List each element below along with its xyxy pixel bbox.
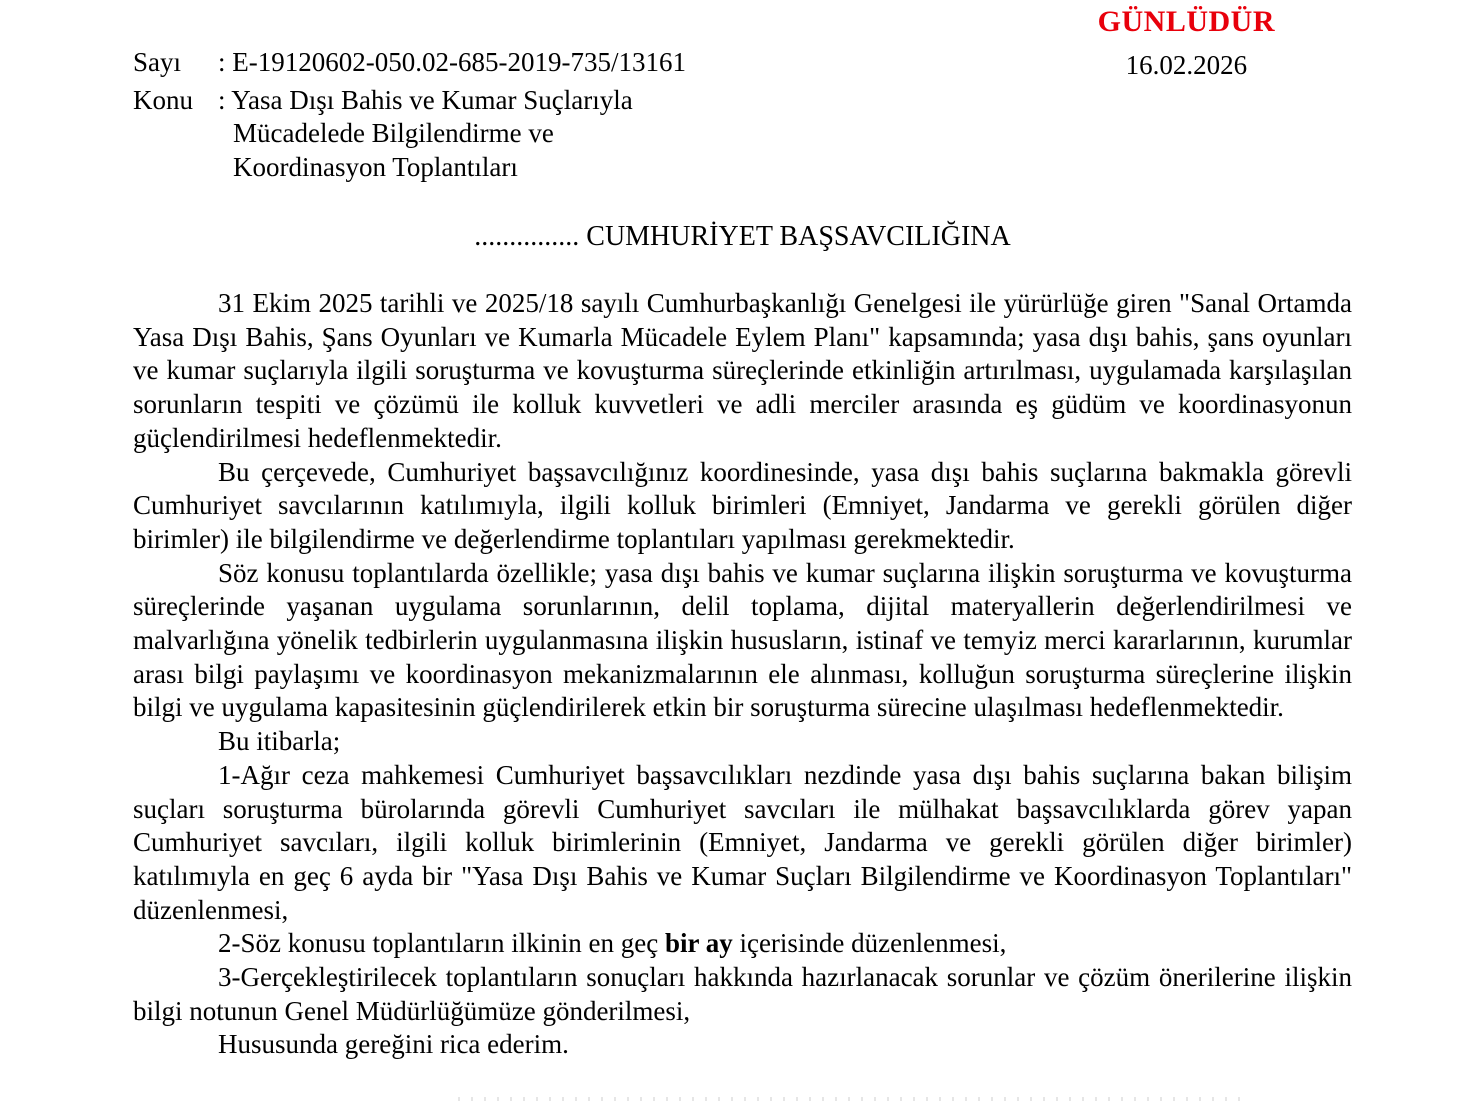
body-paragraph: Söz konusu toplantılarda özellikle; yasa dışı bahis ve kumar suçlarına ilişkin soruşturma ve kovuşturma süreçlerinde yaşanan uygulama sorunlarının, delil toplama, dijital materyallerin değerlendirilmesi ve malvarlığına yönelik tedbirlerin uygulanmasına ilişkin hususların, istinaf ve temyiz merci kararlarının, kurumlar arası bilgi paylaşımı ve koordinasyon mekanizmalarının ele alınması, kolluğun soruşturma süreçlerine ilişkin bilgi ve uygulama kapasitesinin güçlendirilerek etkin bir soruşturma sürecine ulaşılması hedeflenmektedir. — [133, 557, 1352, 723]
konu-line: : Yasa Dışı Bahis ve Kumar Suçlarıyla — [218, 84, 633, 115]
body-paragraph: 3-Gerçekleştirilecek toplantıların sonuçları hakkında hazırlanacak sorunlar ve çözüm önerilerine ilişkin bilgi notunun Genel Müdürlüğümüze gönderilmesi, — [133, 962, 1352, 1026]
body-paragraph: 31 Ekim 2025 tarihli ve 2025/18 sayılı Cumhurbaşkanlığı Genelgesi ile yürürlüğe giren "Sanal Ortamda Yasa Dışı Bahis, Şans Oyunları ve Kumarla Mücadele Eylem Planı" kapsamında; yasa dışı bahis, şans oyunları ve kumar suçlarıyla ilgili soruşturma ve kovuşturma süreçlerinde etkinliğin artırılması, uygulamada karşılaşılan sorunların tespiti ve çözümü ile kolluk kuvvetleri ve adli merciler arasında eş güdüm ve koordinasyonun güçlendirilmesi hedeflenmektedir. — [133, 288, 1352, 453]
sayi-value: : E-19120602-050.02-685-2019-735/13161 — [218, 47, 686, 77]
konu-row — [133, 84, 686, 185]
body-paragraph: 1-Ağır ceza mahkemesi Cumhuriyet başsavcılıkları nezdinde yasa dışı bahis suçlarına bakan bilişim suçları soruşturma bürolarında görevli Cumhuriyet savcıları ile mülhakat başsavcılıklarda görev yapan Cumhuriyet savcıları, ilgili kolluk birimlerinin (Emniyet, Jandarma ve gerekli görülen diğer birimler) katılımıyla en geç 6 ayda bir "Yasa Dışı Bahis ve Kumar Suçları Bilgilendirme ve Koordinasyon Toplantıları" düzenlenmesi, — [133, 759, 1352, 925]
letter-body — [133, 287, 1352, 1062]
konu-line: Mücadelede Bilgilendirme ve — [233, 118, 554, 149]
body-paragraph: Bu çerçevede, Cumhuriyet başsavcılığınız koordinesinde, yasa dışı bahis suçlarına bakmakla görevli Cumhuriyet savcılarının katılımıyla, ilgili kolluk birimleri (Emniyet, Jandarma ve gerekli görülen diğer birimler) ile bilgilendirme ve değerlendirme toplantıları yapılması gerekmektedir. — [133, 456, 1352, 554]
document-meta — [133, 46, 686, 185]
sayi-row — [133, 46, 686, 80]
recipient-title: ............... CUMHURİYET BAŞSAVCILIĞINA — [474, 221, 1011, 252]
sayi-label: Sayı — [133, 47, 182, 77]
urgency-stamp: GÜNLÜDÜR — [1097, 5, 1275, 38]
konu-line: Koordinasyon Toplantıları — [233, 152, 518, 183]
document-header-right — [1098, 4, 1275, 82]
konu-value — [218, 84, 633, 185]
konu-label: Konu — [133, 84, 193, 115]
document-date: 16.02.2026 — [1125, 50, 1248, 80]
body-paragraph: Hususunda gereğini rica ederim. — [218, 1029, 569, 1060]
cutoff-next-line — [458, 1097, 1242, 1101]
body-paragraph: 2-Söz konusu toplantıların ilkinin en geç bir ay içerisinde düzenlenmesi, — [218, 928, 1007, 959]
body-paragraph: Bu itibarla; — [218, 726, 341, 757]
